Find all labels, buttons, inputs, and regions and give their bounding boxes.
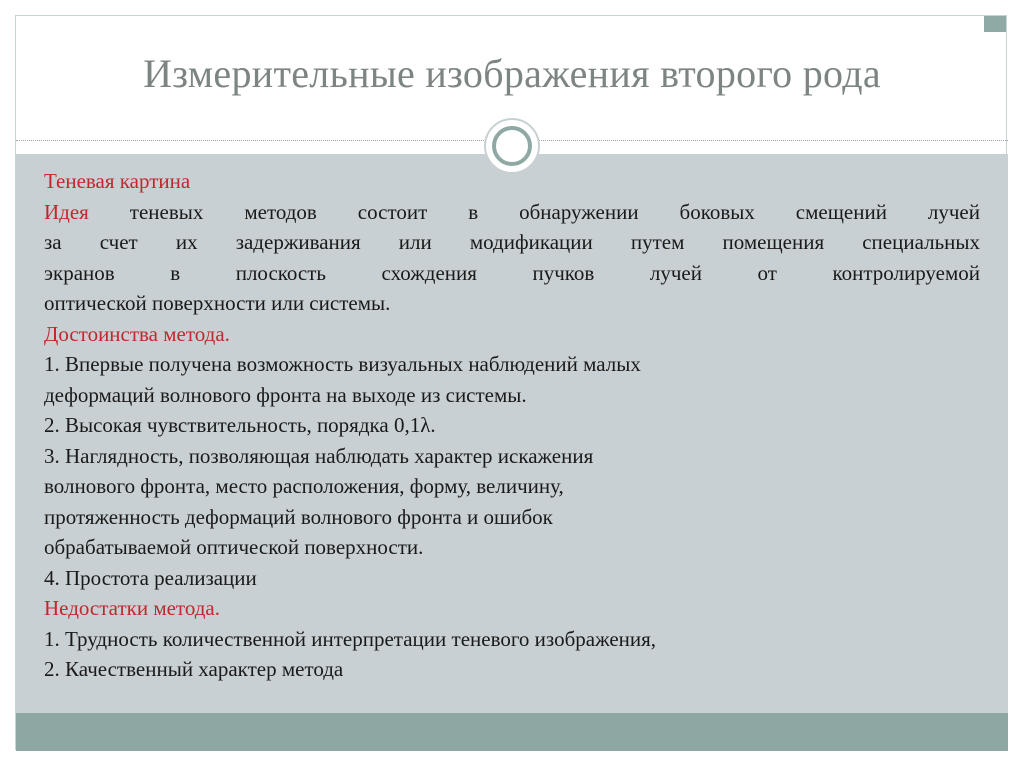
idea-line-4: оптической поверхности или системы. bbox=[44, 291, 391, 315]
disadvantage-1: 1. Трудность количественной интерпретации теневого изображения, bbox=[44, 626, 657, 651]
slide-body bbox=[44, 166, 980, 685]
idea-line-1-text: теневых методов состоит в обнаружении боковых смещений лучей bbox=[129, 199, 980, 224]
advantage-1-line-2: деформаций волнового фронта на выходе из системы. bbox=[44, 382, 527, 407]
advantages-heading: Достоинства метода. bbox=[44, 321, 230, 346]
bottom-band bbox=[16, 713, 1008, 751]
corner-accent bbox=[984, 16, 1006, 32]
disadvantage-2: 2. Качественный характер метода bbox=[44, 657, 344, 681]
divider-circle-inner bbox=[492, 126, 532, 166]
advantage-4: 4. Простота реализации bbox=[44, 565, 257, 590]
disadvantages-heading: Недостатки метода. bbox=[44, 596, 220, 620]
section-heading: Теневая картина bbox=[44, 169, 191, 193]
idea-line-2: за счет их задерживания или модификации путем помещения специальных bbox=[44, 230, 980, 254]
advantage-2: 2. Высокая чувствительность, порядка 0,1λ. bbox=[44, 413, 436, 437]
idea-line-3: экранов в плоскость схождения пучков лучей от контролируемой bbox=[44, 260, 980, 285]
advantage-3-line-2: волнового фронта, место расположения, форму, величину, bbox=[44, 474, 564, 498]
idea-word: Идея bbox=[44, 199, 89, 224]
advantage-3-line-4: обрабатываемой оптической поверхности. bbox=[44, 535, 424, 559]
idea-line-1 bbox=[44, 197, 980, 228]
advantage-1-line-1: 1. Впервые получена возможность визуальных наблюдений малых bbox=[44, 352, 641, 376]
slide-title: Измерительные изображения второго рода bbox=[143, 51, 881, 96]
advantage-3-line-1: 3. Наглядность, позволяющая наблюдать характер искажения bbox=[44, 443, 594, 468]
advantage-3-line-3: протяженность деформаций волнового фронта и ошибок bbox=[44, 504, 553, 529]
